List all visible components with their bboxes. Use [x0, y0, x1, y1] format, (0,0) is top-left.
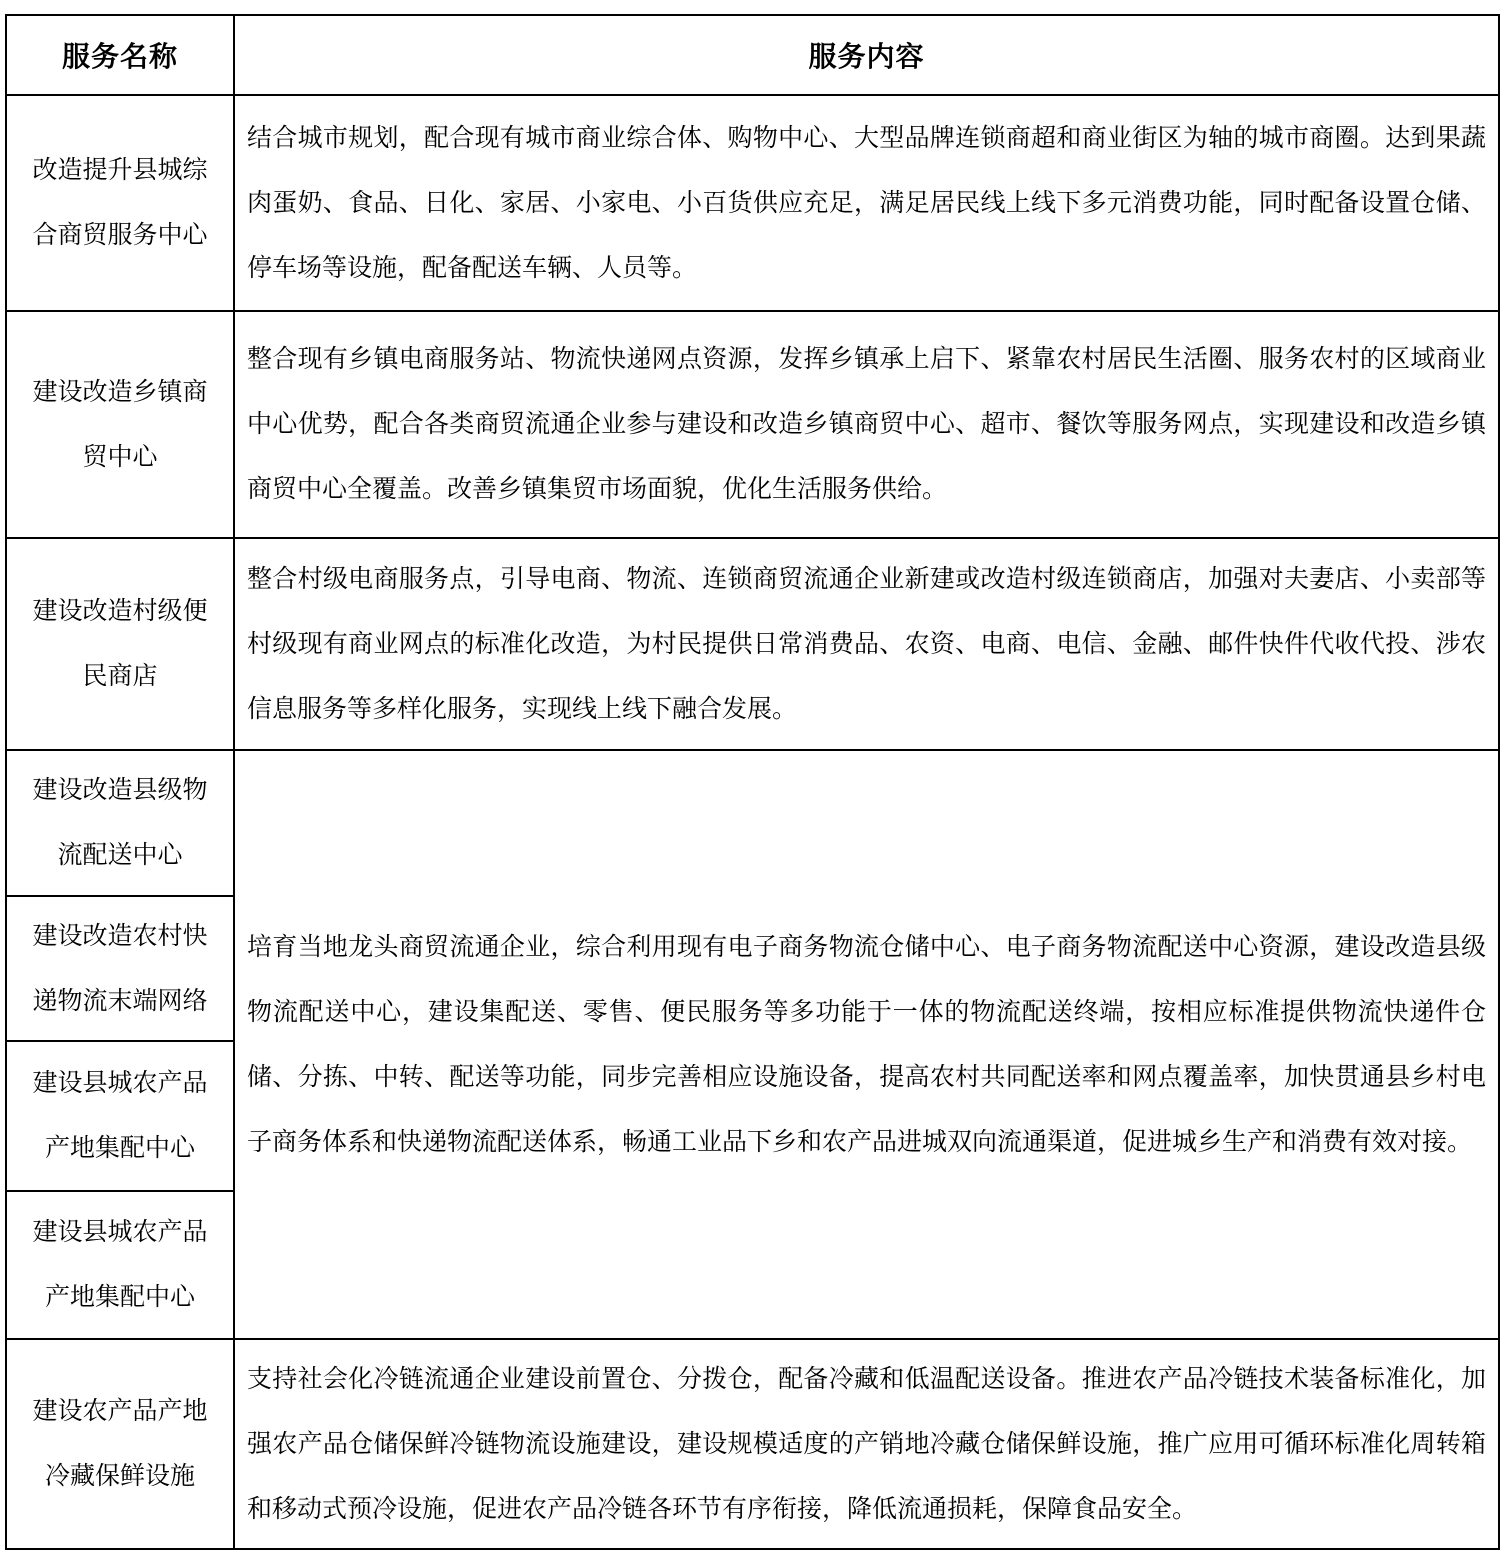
service-name-cell-6: 建设县城农产品产地集配中心	[6, 1041, 234, 1191]
table-row	[6, 95, 1499, 311]
table-row	[6, 311, 1499, 538]
header-cell-service-content: 服务内容	[234, 15, 1499, 95]
service-name-cell-7: 建设县城农产品产地集配中心	[6, 1191, 234, 1339]
service-name-cell-1: 改造提升县城综合商贸服务中心	[6, 95, 234, 311]
service-content-cell-2: 整合现有乡镇电商服务站、物流快递网点资源，发挥乡镇承上启下、紧靠农村居民生活圈、服务农村的区域商业中心优势，配合各类商贸流通企业参与建设和改造乡镇商贸中心、超市、餐饮等服务网点，实现建设和改造乡镇商贸中心全覆盖。改善乡镇集贸市场面貌，优化生活服务供给。	[234, 311, 1499, 538]
table-row	[6, 1339, 1499, 1549]
table-row	[6, 538, 1499, 750]
service-name-cell-3: 建设改造村级便民商店	[6, 538, 234, 750]
service-content-cell-8: 支持社会化冷链流通企业建设前置仓、分拨仓，配备冷藏和低温配送设备。推进农产品冷链技术装备标准化，加强农产品仓储保鲜冷链物流设施建设，建设规模适度的产销地冷藏仓储保鲜设施，推广应用可循环标准化周转箱和移动式预冷设施，促进农产品冷链各环节有序衔接，降低流通损耗，保障食品安全。	[234, 1339, 1499, 1549]
service-name-cell-4: 建设改造县级物流配送中心	[6, 750, 234, 896]
table-header-row	[6, 15, 1499, 95]
service-name-cell-8: 建设农产品产地冷藏保鲜设施	[6, 1339, 234, 1549]
service-name-cell-5: 建设改造农村快递物流末端网络	[6, 896, 234, 1041]
service-content-cell-1: 结合城市规划，配合现有城市商业综合体、购物中心、大型品牌连锁商超和商业街区为轴的城市商圈。达到果蔬肉蛋奶、食品、日化、家居、小家电、小百货供应充足，满足居民线上线下多元消费功能，同时配备设置仓储、停车场等设施，配备配送车辆、人员等。	[234, 95, 1499, 311]
service-name-cell-2: 建设改造乡镇商贸中心	[6, 311, 234, 538]
table-row	[6, 750, 1499, 896]
services-table	[5, 14, 1500, 1550]
service-content-cell-3: 整合村级电商服务点，引导电商、物流、连锁商贸流通企业新建或改造村级连锁商店，加强对夫妻店、小卖部等村级现有商业网点的标准化改造，为村民提供日常消费品、农资、电商、电信、金融、邮件快件代收代投、涉农信息服务等多样化服务，实现线上线下融合发展。	[234, 538, 1499, 750]
service-content-cell-merged: 培育当地龙头商贸流通企业，综合利用现有电子商务物流仓储中心、电子商务物流配送中心资源，建设改造县级物流配送中心，建设集配送、零售、便民服务等多功能于一体的物流配送终端，按相应标准提供物流快递件仓储、分拣、中转、配送等功能，同步完善相应设施设备，提高农村共同配送率和网点覆盖率，加快贯通县乡村电子商务体系和快递物流配送体系，畅通工业品下乡和农产品进城双向流通渠道，促进城乡生产和消费有效对接。	[234, 750, 1499, 1339]
header-cell-service-name: 服务名称	[6, 15, 234, 95]
